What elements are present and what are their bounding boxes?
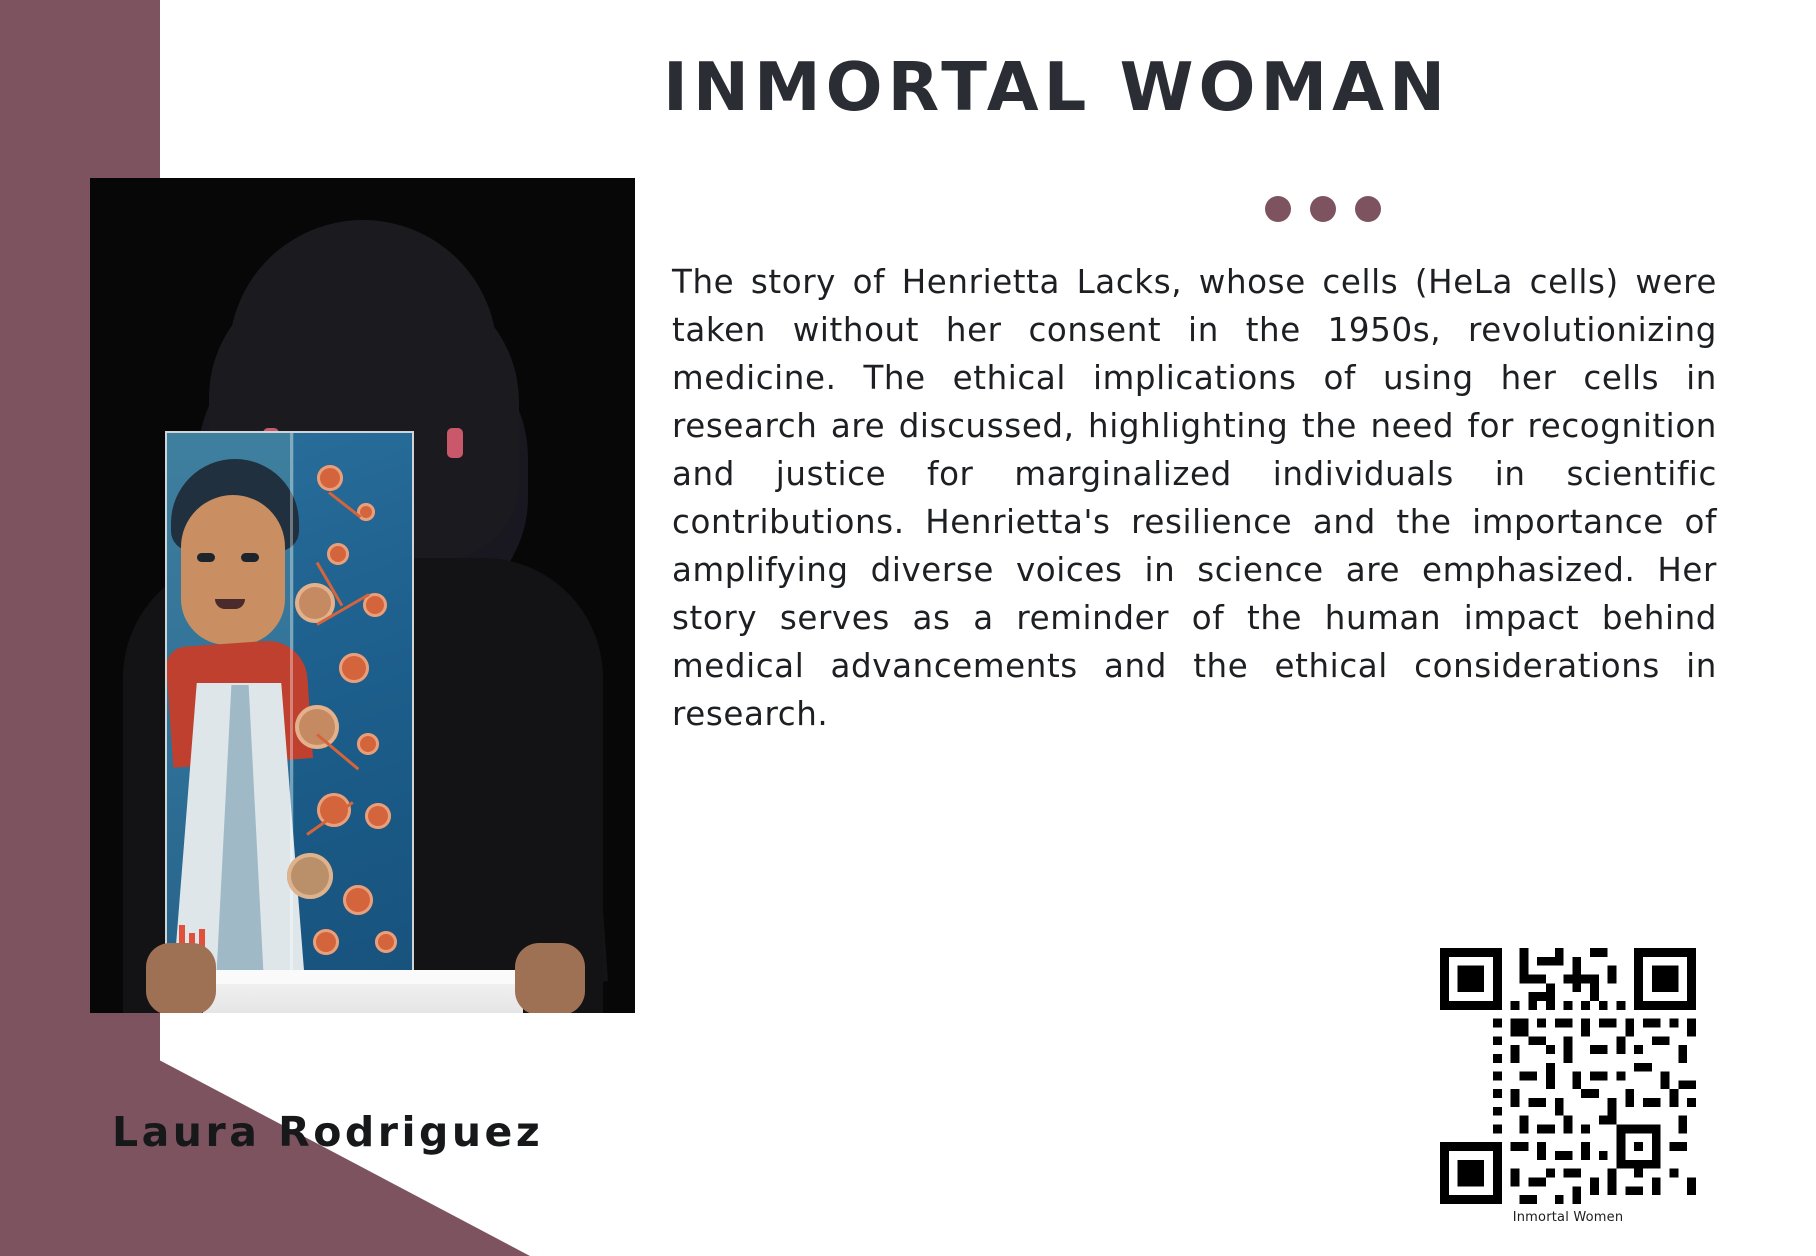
decorative-dots bbox=[1265, 196, 1381, 222]
figure-earring-right bbox=[447, 428, 463, 458]
painting-cell-dot bbox=[295, 705, 339, 749]
painting-portrait-face bbox=[181, 495, 285, 645]
figure-hand-right bbox=[515, 943, 585, 1013]
painting-cell-dot bbox=[313, 929, 339, 955]
painting-portrait-eye-right bbox=[241, 553, 259, 562]
painting-cell-dot bbox=[365, 803, 391, 829]
figure-hand-left bbox=[146, 943, 216, 1013]
painting-molecule-link bbox=[316, 733, 359, 770]
photo-pedestal-top bbox=[190, 970, 535, 984]
dot-icon bbox=[1310, 196, 1336, 222]
painting-cell-dot bbox=[343, 885, 373, 915]
artist-name: Laura Rodriguez bbox=[112, 1108, 544, 1156]
page-title: INMORTAL WOMAN bbox=[663, 48, 1451, 126]
painting-cell-dot bbox=[339, 653, 369, 683]
painting-cell-dot bbox=[375, 931, 397, 953]
dot-icon bbox=[1355, 196, 1381, 222]
painting bbox=[167, 433, 412, 993]
painting-center-divider bbox=[290, 433, 293, 993]
description-text: The story of Henrietta Lacks, whose cells (HeLa cells) were taken without her consent in the 1950s, revolutionizing medicine. The ethical implications of using her cells in research are discussed, highlighting the need for recognition and justice for marginalized individuals in scientific contributions. Henrietta's resilience and the importance of amplifying diverse voices in science are emphasized. Her story serves as a reminder of the human impact behind medical advancements and the ethical considerations in research. bbox=[672, 263, 1717, 733]
dot-icon bbox=[1265, 196, 1291, 222]
painting-cell-dot bbox=[327, 543, 349, 565]
artist-photo bbox=[90, 178, 635, 1013]
qr-caption: Inmortal Women bbox=[1512, 1210, 1624, 1225]
painting-molecule-link bbox=[328, 491, 361, 518]
painting-cell-dot bbox=[357, 733, 379, 755]
painting-portrait-eye-left bbox=[197, 553, 215, 562]
painting-cell-dot bbox=[357, 503, 375, 521]
qr-code-icon[interactable] bbox=[1440, 948, 1696, 1204]
photo-content bbox=[90, 178, 635, 1013]
painting-cell-dot bbox=[287, 853, 333, 899]
qr-code-block[interactable] bbox=[1440, 948, 1696, 1225]
painting-cell-dot bbox=[317, 465, 343, 491]
